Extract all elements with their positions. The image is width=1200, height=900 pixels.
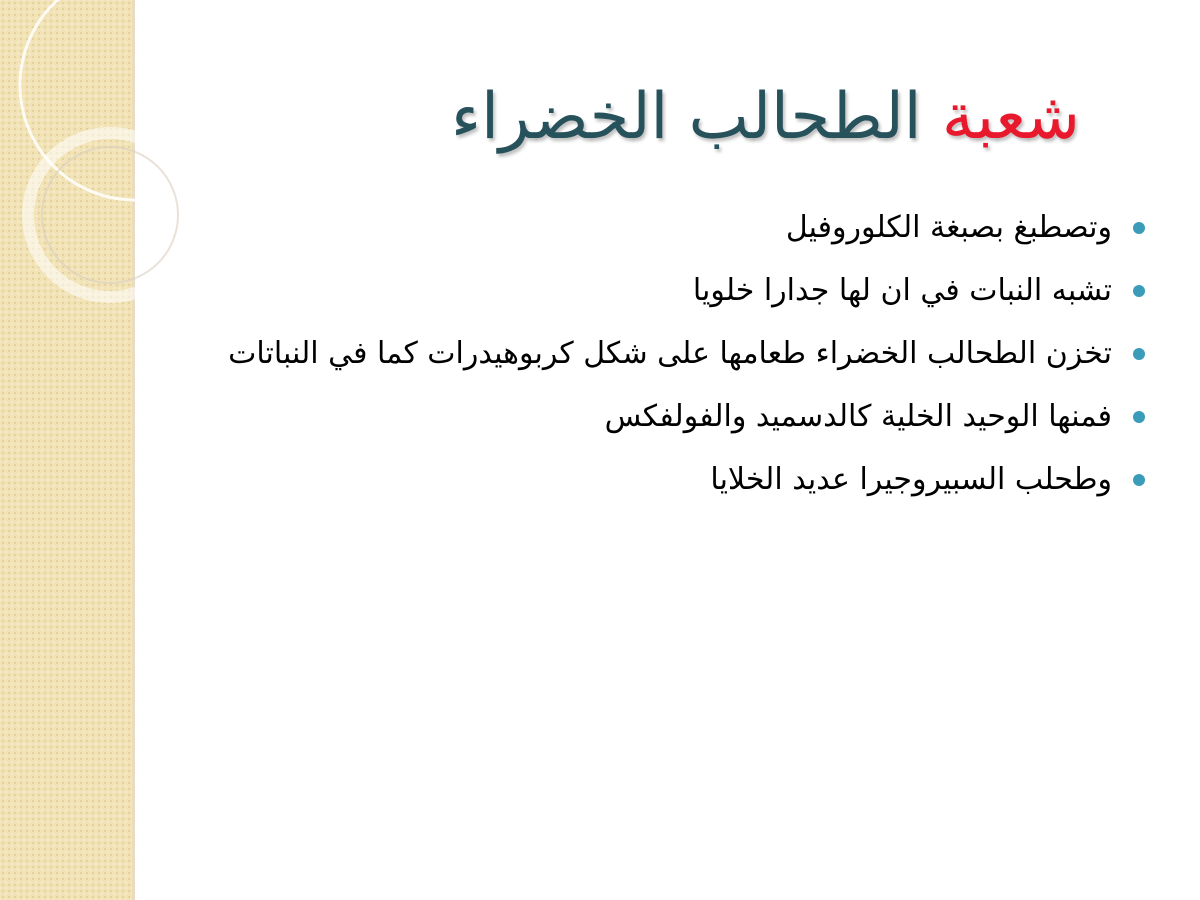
bullet-icon [1133,285,1145,297]
bullet-text: وطحلب السبيروجيرا عديد الخلايا [710,462,1112,497]
list-item [190,200,1152,256]
list-item [190,263,1152,319]
slide-title [180,62,1080,172]
bullet-icon [1133,222,1145,234]
title-main-text: الطحالب الخضراء [450,80,922,154]
title-accent-word: شعبة [941,80,1080,154]
bullet-text: تخزن الطحالب الخضراء طعامها على شكل كربوهيدرات كما في النباتات [228,336,1112,371]
bullet-text: فمنها الوحيد الخلية كالدسميد والفولفكس [604,399,1112,434]
bullet-list [190,200,1152,515]
bullet-text: وتصطبغ بصبغة الكلوروفيل [785,210,1112,245]
bullet-icon [1133,411,1145,423]
bullet-icon [1133,474,1145,486]
bullet-icon [1133,348,1145,360]
list-item [190,326,1152,382]
list-item [190,452,1152,508]
list-item [190,389,1152,445]
bullet-text: تشبه النبات في ان لها جدارا خلويا [692,273,1112,308]
